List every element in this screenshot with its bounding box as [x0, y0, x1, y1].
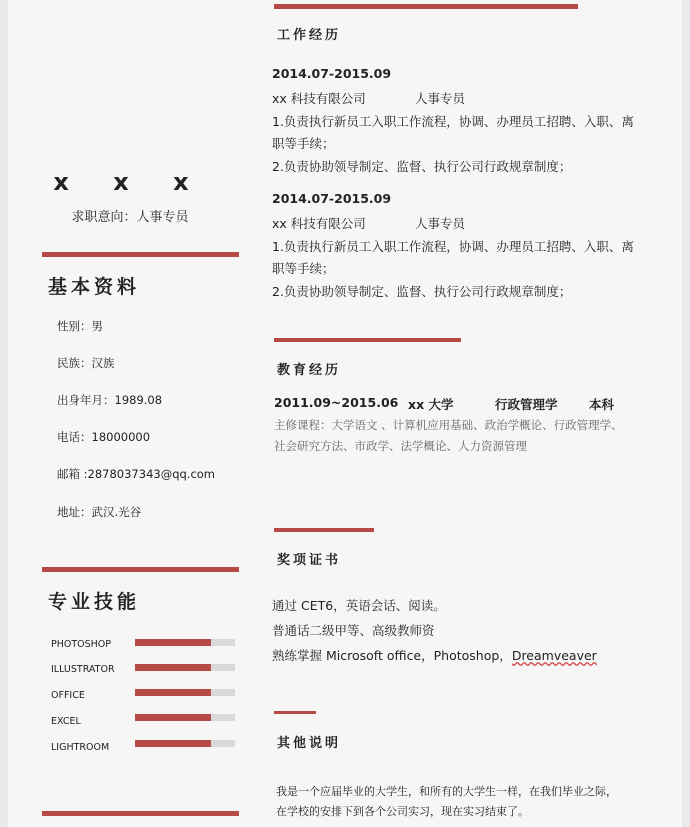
job-company: xx 科技有限公司 — [272, 91, 366, 106]
skill-bar — [135, 639, 235, 646]
section-divider — [42, 811, 239, 816]
skill-label: ILLUSTRATOR — [51, 664, 115, 675]
section-divider — [42, 567, 239, 572]
section-divider — [274, 338, 461, 342]
education-heading: 教育经历 — [277, 363, 342, 378]
award-item — [272, 646, 597, 664]
job-period: 2014.07-2015.09 — [272, 191, 392, 206]
skill-bar-fill — [135, 740, 211, 747]
job-period: 2014.07-2015.09 — [272, 66, 392, 81]
skill-bar-fill — [135, 689, 211, 696]
page-edge-left — [0, 0, 8, 827]
skill-bar-fill — [135, 714, 211, 721]
skill-label: PHOTOSHOP — [51, 639, 112, 650]
job-role: 人事专员 — [415, 91, 466, 106]
other-text: 我是一个应届毕业的大学生，和所有的大学生一样，在我们毕业之际， — [276, 785, 617, 798]
job-duty-cont: 职等手续； — [272, 261, 335, 276]
skill-bar-fill — [135, 639, 211, 646]
section-divider — [274, 528, 374, 532]
info-gender: 性别：男 — [57, 319, 103, 333]
info-address: 地址：武汉.光谷 — [57, 505, 142, 519]
skill-bar-fill — [135, 664, 211, 671]
info-birth: 出身年月：1989.08 — [57, 393, 163, 407]
job-duty: 2.负责协助领导制定、监督、执行公司行政规章制度； — [272, 159, 572, 174]
edu-period: 2011.09~2015.06 — [274, 395, 399, 410]
job-duty: 1.负责执行新员工入职工作流程，协调、办理员工招聘、入职、离 — [272, 114, 634, 129]
job-role: 人事专员 — [415, 216, 466, 231]
section-divider — [274, 4, 578, 9]
skills-heading: 专业技能 — [48, 591, 141, 613]
job-duty: 1.负责执行新员工入职工作流程，协调、办理员工招聘、入职、离 — [272, 239, 634, 254]
edu-major: 行政管理学 — [495, 397, 558, 412]
candidate-name: x x x — [53, 168, 207, 196]
skill-bar — [135, 740, 235, 747]
awards-heading: 奖项证书 — [277, 553, 342, 568]
section-divider — [42, 252, 239, 257]
other-heading: 其他说明 — [277, 736, 342, 751]
spellcheck-word: Dreamveaver — [511, 648, 597, 663]
job-company: xx 科技有限公司 — [272, 216, 366, 231]
skill-label: LIGHTROOM — [51, 742, 110, 753]
award-item: 普通话二级甲等、高级教师资 — [272, 623, 435, 638]
edu-degree: 本科 — [589, 397, 615, 412]
edu-courses: 主修课程：大学语文 、计算机应用基础、政治学概论、行政管理学、 — [274, 418, 623, 432]
other-text-cont: 在学校的安排下到各个公司实习，现在实习结束了。 — [276, 805, 529, 818]
basic-info-heading: 基本资料 — [48, 276, 141, 298]
skill-bar — [135, 689, 235, 696]
edu-courses-cont: 社会研究方法、市政学、法学概论、人力资源管理 — [274, 439, 527, 453]
page-edge-right — [682, 0, 690, 827]
job-duty-cont: 职等手续； — [272, 136, 335, 151]
job-intent: 求职意向：人事专员 — [71, 210, 189, 225]
award-item: 通过 CET6，英语会话、阅读。 — [272, 598, 446, 613]
work-heading: 工作经历 — [277, 28, 342, 43]
skill-label: EXCEL — [51, 716, 81, 727]
section-divider — [274, 711, 316, 714]
skill-bar — [135, 714, 235, 721]
skill-label: OFFICE — [51, 690, 85, 701]
info-ethnicity: 民族：汉族 — [57, 356, 115, 370]
job-duty: 2.负责协助领导制定、监督、执行公司行政规章制度； — [272, 284, 572, 299]
info-email: 邮箱 :2878037343@qq.com — [57, 467, 216, 481]
award-item-text: 熟练掌握 Microsoft office，Photoshop， — [272, 648, 512, 663]
info-phone: 电话：18000000 — [57, 430, 151, 444]
edu-school: xx 大学 — [408, 397, 454, 412]
skill-bar — [135, 664, 235, 671]
